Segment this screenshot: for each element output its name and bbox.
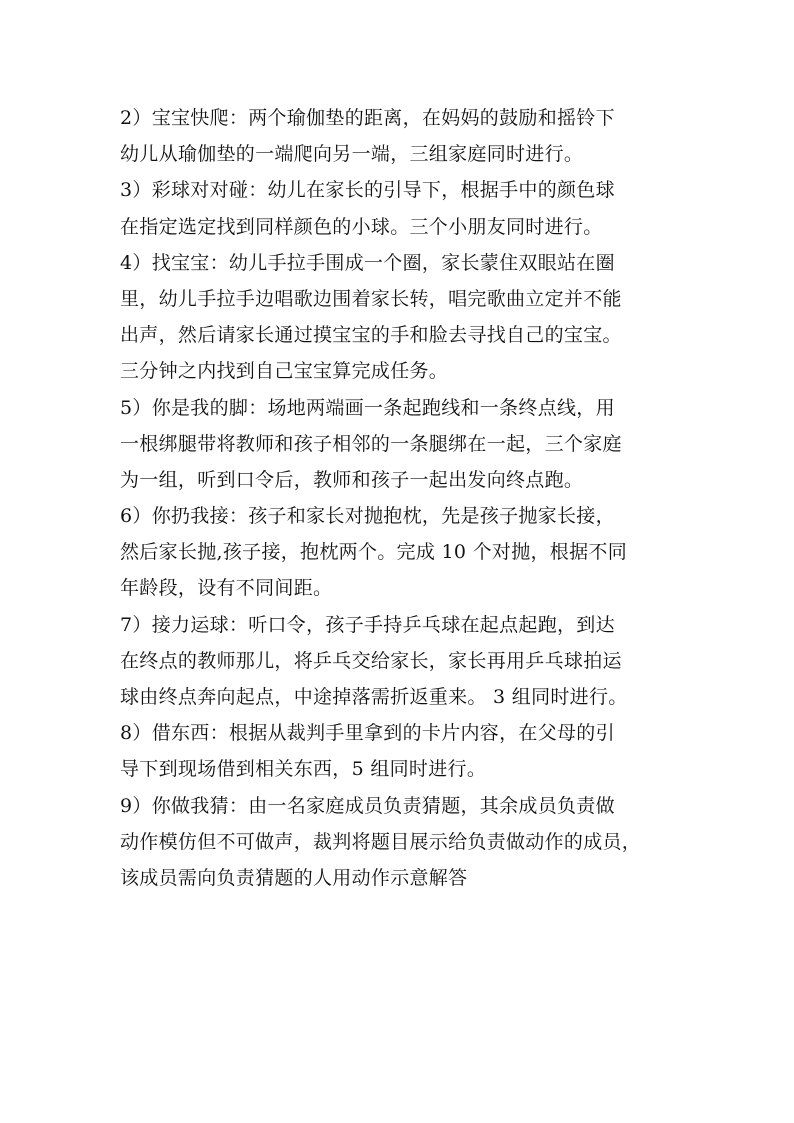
text-line: 幼儿从瑜伽垫的一端爬向另一端，三组家庭同时进行。 <box>120 143 584 166</box>
text-line: 球由终点奔向起点，中途掉落需折返重来。 3 组同时进行。 <box>120 686 628 708</box>
text-line: 动作模仿但不可做声，裁判将题目展示给负责做动作的成员， <box>120 830 642 853</box>
text-line: 在指定选定找到同样颜色的小球。三个小朋友同时进行。 <box>120 215 603 238</box>
document-body <box>120 100 690 896</box>
text-line: 7）接力运球：听口令，孩子手持乒乓球在起点起跑，到达 <box>120 613 615 636</box>
text-line: 5）你是我的脚：场地两端画一条起跑线和一条终点线，用 <box>120 396 615 419</box>
text-line: 6）你扔我接：孩子和家长对抛抱枕，先是孩子抛家长接， <box>120 505 615 528</box>
text-line: 三分钟之内找到自己宝宝算完成任务。 <box>120 360 449 383</box>
text-line: 导下到现场借到相关东西，5 组同时进行。 <box>120 758 487 781</box>
text-line: 4）找宝宝：幼儿手拉手围成一个圈，家长蒙住双眼站在圈 <box>120 251 615 274</box>
text-line: 该成员需向负责猜题的人用动作示意解答 <box>120 866 468 889</box>
text-line: 9）你做我猜：由一名家庭成员负责猜题，其余成员负责做 <box>120 794 615 817</box>
text-line: 一根绑腿带将教师和孩子相邻的一条腿绑在一起，三个家庭 <box>120 432 622 455</box>
text-line: 年龄段，设有不同间距。 <box>120 577 333 600</box>
text-line: 里，幼儿手拉手边唱歌边围着家长转，唱完歌曲立定并不能 <box>120 287 622 310</box>
text-line: 8）借东西：根据从裁判手里拿到的卡片内容，在父母的引 <box>120 722 615 745</box>
text-line: 出声，然后请家长通过摸宝宝的手和脸去寻找自己的宝宝。 <box>120 324 622 347</box>
text-line: 3）彩球对对碰：幼儿在家长的引导下，根据手中的颜色球 <box>120 179 615 202</box>
text-line: 在终点的教师那儿，将乒乓交给家长，家长再用乒乓球拍运 <box>120 649 622 672</box>
text-line: 2）宝宝快爬：两个瑜伽垫的距离，在妈妈的鼓励和摇铃下 <box>120 107 615 129</box>
text-line: 为一组，听到口令后，教师和孩子一起出发向终点跑。 <box>120 468 584 491</box>
text-line: 然后家长抛,孩子接，抱枕两个。完成 10 个对抛，根据不同 <box>120 541 627 564</box>
